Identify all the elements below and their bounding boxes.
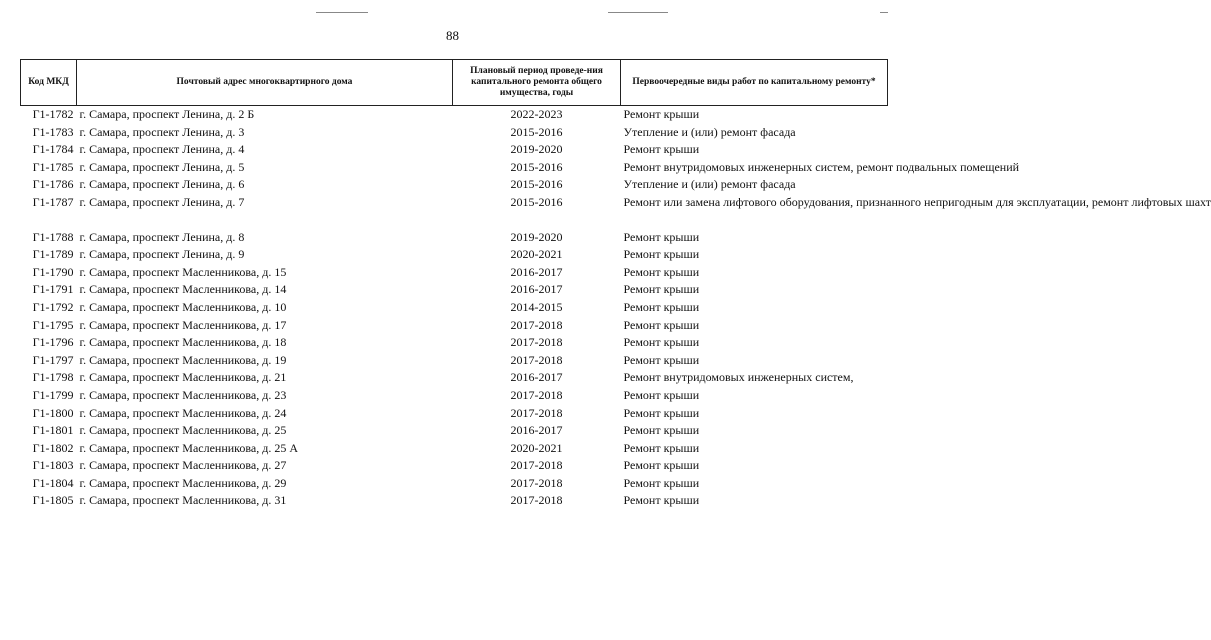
addr-cell: г. Самара, проспект Масленникова, д. 29 [79,475,287,490]
table-row [21,440,888,458]
works-cell: Ремонт крыши [623,107,700,121]
period-cell: 2015-2016 [510,194,563,209]
period-cell: 2017-2018 [510,405,563,420]
addr-cell: г. Самара, проспект Ленина, д. 9 [79,247,245,262]
works-cell: Утепление и (или) ремонт фасада [623,177,796,192]
period-cell: 2019-2020 [510,142,563,157]
addr-cell: г. Самара, проспект Масленникова, д. 17 [79,317,287,332]
works-cell: Ремонт крыши [623,335,700,350]
code-cell: Г1-1782 [32,107,74,121]
code-cell: Г1-1805 [32,493,74,508]
code-cell: Г1-1790 [32,264,74,279]
addr-cell: г. Самара, проспект Ленина, д. 2 Б [79,107,255,121]
period-cell: 2014-2015 [510,299,563,314]
table-row [21,352,888,370]
code-cell: Г1-1801 [32,423,74,438]
code-cell: Г1-1791 [32,282,74,297]
table-row [21,387,888,405]
works-cell: Ремонт крыши [623,247,700,262]
period-cell: 2015-2016 [510,159,563,174]
table-row [21,246,888,264]
table-row [21,159,888,177]
addr-cell: г. Самара, проспект Ленина, д. 8 [79,229,245,244]
works-cell: Ремонт крыши [623,440,700,455]
header-address: Почтовый адрес многоквартирного дома [77,60,453,106]
period-cell: 2017-2018 [510,475,563,490]
code-cell: Г1-1789 [32,247,74,262]
addr-cell: г. Самара, проспект Масленникова, д. 25 [79,423,287,438]
table-row [21,492,888,510]
table-row [21,457,888,475]
code-cell: Г1-1786 [32,177,74,192]
period-cell: 2020-2021 [510,247,563,262]
addr-cell: г. Самара, проспект Масленникова, д. 18 [79,335,287,350]
period-cell: 2015-2016 [510,124,563,139]
works-cell: Ремонт внутридомовых инженерных систем, ремонт подвальных помещений [623,159,1020,174]
works-cell: Ремонт крыши [623,405,700,420]
table-row [21,369,888,387]
table-header [21,60,888,106]
code-cell: Г1-1787 [32,194,74,209]
addr-cell: г. Самара, проспект Ленина, д. 6 [79,177,245,192]
works-cell: Ремонт крыши [623,317,700,332]
addr-cell: г. Самара, проспект Масленникова, д. 19 [79,352,287,367]
works-cell: Ремонт крыши [623,475,700,490]
period-cell: 2015-2016 [510,177,563,192]
table-row [21,299,888,317]
period-cell: 2017-2018 [510,317,563,332]
table-row [21,176,888,194]
works-cell: Ремонт крыши [623,142,700,157]
addr-cell: г. Самара, проспект Масленникова, д. 31 [79,493,287,508]
code-cell: Г1-1797 [32,352,74,367]
works-cell: Ремонт крыши [623,229,700,244]
code-cell: Г1-1784 [32,142,74,157]
addr-cell: г. Самара, проспект Масленникова, д. 15 [79,264,287,279]
works-cell: Ремонт крыши [623,299,700,314]
code-cell: Г1-1785 [32,159,74,174]
period-cell: 2020-2021 [510,440,563,455]
period-cell: 2016-2017 [510,423,563,438]
addr-cell: г. Самара, проспект Ленина, д. 7 [79,194,245,209]
addr-cell: г. Самара, проспект Ленина, д. 3 [79,124,245,139]
period-cell: 2022-2023 [510,107,563,121]
code-cell: Г1-1804 [32,475,74,490]
table-row [21,475,888,493]
scan-mark [316,12,368,13]
code-cell: Г1-1800 [32,405,74,420]
works-cell: Ремонт крыши [623,458,700,473]
repair-registry-table [20,59,1211,510]
code-cell: Г1-1788 [32,229,74,244]
works-cell: Ремонт крыши [623,282,700,297]
works-cell: Ремонт или замена лифтового оборудования, признанного непригодным для эксплуатации, ремонт лифтовых шахт [623,194,1211,209]
period-cell: 2017-2018 [510,352,563,367]
table-row [21,334,888,352]
works-cell: Ремонт крыши [623,387,700,402]
addr-cell: г. Самара, проспект Ленина, д. 5 [79,159,245,174]
period-cell: 2016-2017 [510,370,563,385]
header-code: Код МКД [21,60,77,106]
addr-cell: г. Самара, проспект Масленникова, д. 27 [79,458,287,473]
works-cell: Ремонт крыши [623,264,700,279]
works-cell: Утепление и (или) ремонт фасада [623,124,796,139]
works-cell: Ремонт крыши [623,423,700,438]
addr-cell: г. Самара, проспект Ленина, д. 4 [79,142,245,157]
works-cell: Ремонт крыши [623,352,700,367]
code-cell: Г1-1796 [32,335,74,350]
scan-mark [880,12,888,13]
addr-cell: г. Самара, проспект Масленникова, д. 21 [79,370,287,385]
table-row [21,422,888,440]
period-cell: 2016-2017 [510,264,563,279]
table-row [21,229,888,247]
works-cell: Ремонт внутридомовых инженерных систем, [623,370,854,385]
code-cell: Г1-1783 [32,124,74,139]
works-cell: Ремонт крыши [623,493,700,508]
table-row [21,317,888,335]
addr-cell: г. Самара, проспект Масленникова, д. 24 [79,405,287,420]
header-works: Первоочередные виды работ по капитальному ремонту* [621,60,888,106]
code-cell: Г1-1799 [32,387,74,402]
period-cell: 2017-2018 [510,387,563,402]
period-cell: 2017-2018 [510,458,563,473]
table-row [21,106,888,124]
period-cell: 2017-2018 [510,335,563,350]
table-row [21,141,888,159]
addr-cell: г. Самара, проспект Масленникова, д. 10 [79,299,287,314]
scan-mark [608,12,668,13]
code-cell: Г1-1802 [32,440,74,455]
table-row [21,124,888,142]
code-cell: Г1-1798 [32,370,74,385]
table-row [21,264,888,282]
table-body [21,106,1211,511]
period-cell: 2016-2017 [510,282,563,297]
period-cell: 2019-2020 [510,229,563,244]
addr-cell: г. Самара, проспект Масленникова, д. 23 [79,387,287,402]
code-cell: Г1-1803 [32,458,74,473]
code-cell: Г1-1792 [32,299,74,314]
table-row [21,194,888,229]
period-cell: 2017-2018 [510,493,563,508]
addr-cell: г. Самара, проспект Масленникова, д. 25 А [79,440,299,455]
addr-cell: г. Самара, проспект Масленникова, д. 14 [79,282,287,297]
header-period: Плановый период проведе-ния капитального ремонта общего имущества, годы [453,60,621,106]
code-cell: Г1-1795 [32,317,74,332]
page-number: 88 [446,28,459,43]
table-row [21,281,888,299]
table-row [21,405,888,423]
